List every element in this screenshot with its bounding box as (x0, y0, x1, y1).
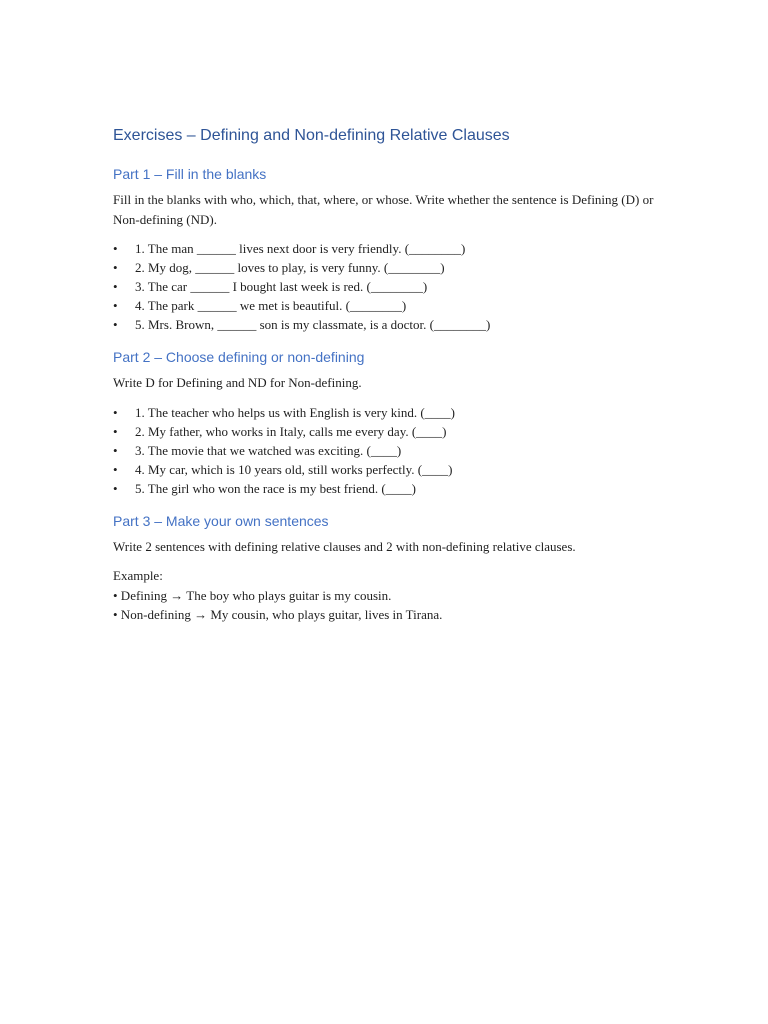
part2-item-text: 3. The movie that we watched was exciting. (____) (135, 442, 402, 458)
bullet-icon: • (113, 298, 118, 313)
bullet-icon: • (113, 317, 118, 332)
bullet-icon: • (113, 480, 118, 496)
part2-item-5 (113, 479, 673, 498)
bullet-icon: • (113, 260, 118, 275)
part1-item-2 (113, 258, 673, 277)
example-non-defining: • Non-defining → My cousin, who plays guitar, lives in Tirana. (113, 607, 443, 622)
part1-item-text: 3. The car ______ I bought last week is red. (________) (135, 279, 428, 294)
bullet-icon: • (113, 404, 118, 420)
example-defining: • Defining → The boy who plays guitar is my cousin. (113, 587, 392, 603)
part1-item-1 (113, 239, 673, 258)
example-label: Example: (113, 568, 163, 583)
part3-instructions: Write 2 sentences with defining relative clauses and 2 with non-defining relative clauses. (113, 538, 576, 554)
part2-item-text: 5. The girl who won the race is my best friend. (____) (135, 480, 416, 496)
bullet-icon: • (113, 442, 118, 458)
part1-item-4 (113, 296, 673, 315)
part1-item-3 (113, 277, 673, 296)
part1-item-text: 1. The man ______ lives next door is very friendly. (________) (135, 241, 466, 256)
part2-item-text: 4. My car, which is 10 years old, still works perfectly. (____) (135, 461, 453, 477)
part1-item-5 (113, 315, 673, 334)
document-title: Exercises – Defining and Non-defining Relative Clauses (113, 127, 510, 144)
bullet-icon: • (113, 423, 118, 439)
part1-item-text: 2. My dog, ______ loves to play, is very funny. (________) (135, 260, 445, 275)
part2-item-1 (113, 403, 673, 422)
part1-item-text: 4. The park ______ we met is beautiful. (________) (135, 298, 407, 313)
part1-item-text: 5. Mrs. Brown, ______ son is my classmate, is a doctor. (________) (135, 317, 491, 332)
part1-heading: Part 1 – Fill in the blanks (113, 166, 267, 182)
bullet-icon: • (113, 241, 118, 256)
bullet-icon: • (113, 461, 118, 477)
part2-item-3 (113, 441, 673, 460)
part2-heading: Part 2 – Choose defining or non-defining (113, 349, 365, 365)
bullet-icon: • (113, 279, 118, 294)
part2-list (113, 403, 673, 498)
part1-instructions: Fill in the blanks with who, which, that, where, or whose. Write whether the sentence is Defining (D) or Non-defining (ND). (113, 192, 654, 227)
part2-instructions: Write D for Defining and ND for Non-defining. (113, 375, 362, 390)
example-block (113, 566, 673, 625)
part2-item-2 (113, 422, 673, 441)
part3-heading: Part 3 – Make your own sentences (113, 512, 329, 529)
document-content (113, 124, 673, 625)
part2-item-4 (113, 460, 673, 479)
part2-item-text: 2. My father, who works in Italy, calls me every day. (____) (135, 423, 447, 439)
part1-list (113, 239, 673, 334)
part2-item-text: 1. The teacher who helps us with English is very kind. (____) (135, 404, 456, 420)
